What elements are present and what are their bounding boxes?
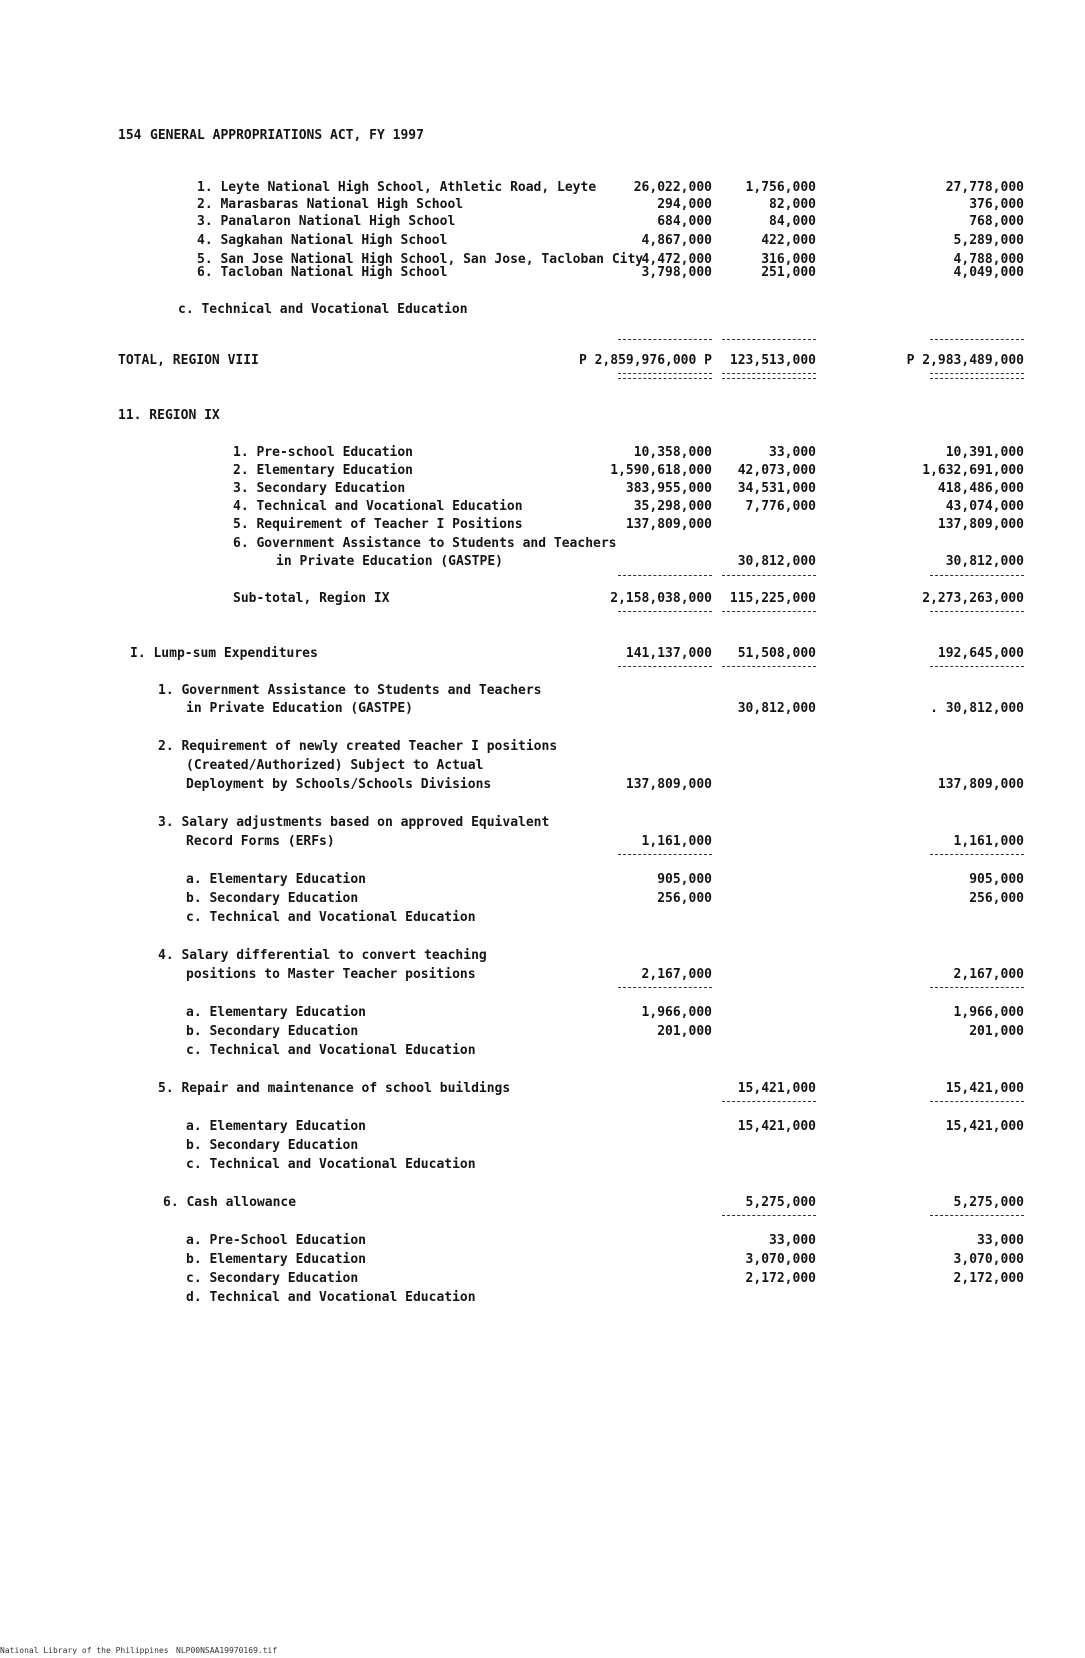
- double-rule: [722, 373, 816, 379]
- rule: [618, 339, 712, 340]
- lump-item6-line1: 6. Cash allowance: [163, 1195, 297, 1210]
- school-c3: 4,049,000: [953, 265, 1024, 280]
- rule: [930, 339, 1024, 340]
- lump-item4-sub-label: b. Secondary Education: [186, 1024, 359, 1039]
- lump-item6-sub-c2: 3,070,000: [745, 1252, 816, 1267]
- lump-item5-sub-label: c. Technical and Vocational Education: [186, 1157, 476, 1172]
- total-region8-label: TOTAL, REGION VIII: [118, 353, 259, 368]
- region9-item-c3: 418,486,000: [937, 481, 1024, 496]
- school-c3: 768,000: [969, 214, 1024, 229]
- rule: [930, 611, 1024, 612]
- lump-item4-sub-label: a. Elementary Education: [186, 1005, 367, 1020]
- lump-sum-heading: I. Lump-sum Expenditures: [130, 646, 318, 661]
- region9-item-label: 2. Elementary Education: [233, 463, 414, 478]
- lump-item1-line2: in Private Education (GASTPE): [186, 701, 413, 716]
- double-rule: [930, 373, 1024, 379]
- lump-item6-sub-label: b. Elementary Education: [186, 1252, 367, 1267]
- lump-item6-sub-label: c. Secondary Education: [186, 1271, 359, 1286]
- lump-item2-line3: Deployment by Schools/Schools Divisions: [186, 777, 492, 792]
- lump-item6-c2: 5,275,000: [745, 1195, 816, 1210]
- tech-voc-heading: c. Technical and Vocational Education: [178, 302, 468, 317]
- lump-item3-sub-c1: 256,000: [657, 891, 712, 906]
- region9-gastpe-line2: in Private Education (GASTPE): [276, 554, 503, 569]
- lump-item4-line2: positions to Master Teacher positions: [186, 967, 476, 982]
- region9-item-c2: 34,531,000: [737, 481, 816, 496]
- region9-item-c2: 42,073,000: [737, 463, 816, 478]
- school-c3: 4,788,000: [953, 252, 1024, 267]
- rule: [930, 987, 1024, 988]
- rule: [722, 575, 816, 576]
- school-c3: 376,000: [969, 197, 1024, 212]
- lump-item3-sub-c1: 905,000: [657, 872, 712, 887]
- lump-item3-sub-c3: 905,000: [969, 872, 1024, 887]
- rule: [930, 854, 1024, 855]
- rule: [722, 611, 816, 612]
- lump-item6-sub-c3: 3,070,000: [953, 1252, 1024, 1267]
- lump-item6-sub-c3: 2,172,000: [953, 1271, 1024, 1286]
- lump-sum-c3: 192,645,000: [937, 646, 1024, 661]
- region9-gastpe-line1: 6. Government Assistance to Students and Teachers: [233, 536, 617, 551]
- lump-item4-sub-label: c. Technical and Vocational Education: [186, 1043, 476, 1058]
- lump-item4-sub-c3: 1,966,000: [953, 1005, 1024, 1020]
- region9-item-c1: 137,809,000: [625, 517, 712, 532]
- lump-item4-sub-c1: 201,000: [657, 1024, 712, 1039]
- subtotal-region9-c2: 115,225,000: [729, 591, 816, 606]
- region9-item-label: 4. Technical and Vocational Education: [233, 499, 523, 514]
- school-label: 2. Marasbaras National High School: [197, 197, 464, 212]
- school-label: 4. Sagkahan National High School: [197, 233, 448, 248]
- school-c3: 5,289,000: [953, 233, 1024, 248]
- region9-item-label: 1. Pre-school Education: [233, 445, 414, 460]
- region9-gastpe-c3: 30,812,000: [945, 554, 1024, 569]
- school-c1: 4,472,000: [641, 252, 712, 267]
- total-region8-c1: P 2,859,976,000 P: [578, 353, 712, 368]
- lump-item5-sub-c2: 15,421,000: [737, 1119, 816, 1134]
- lump-item3-line2: Record Forms (ERFs): [186, 834, 335, 849]
- region9-item-c3: 137,809,000: [937, 517, 1024, 532]
- region9-gastpe-c2: 30,812,000: [737, 554, 816, 569]
- lump-item4-sub-c3: 201,000: [969, 1024, 1024, 1039]
- region9-item-c3: 10,391,000: [945, 445, 1024, 460]
- region9-item-c3: 43,074,000: [945, 499, 1024, 514]
- school-c1: 26,022,000: [633, 180, 712, 195]
- lump-item3-sub-label: c. Technical and Vocational Education: [186, 910, 476, 925]
- school-label: 3. Panalaron National High School: [197, 214, 456, 229]
- rule: [930, 666, 1024, 667]
- rule: [930, 1101, 1024, 1102]
- rule: [618, 854, 712, 855]
- lump-sum-c2: 51,508,000: [737, 646, 816, 661]
- rule: [930, 575, 1024, 576]
- rule: [930, 1215, 1024, 1216]
- lump-item1-c2: 30,812,000: [737, 701, 816, 716]
- rule: [722, 339, 816, 340]
- footer-file: NLP00NSAA19970169.tif: [176, 1646, 278, 1655]
- rule: [722, 1215, 816, 1216]
- lump-item4-c1: 2,167,000: [641, 967, 712, 982]
- region9-item-c1: 10,358,000: [633, 445, 712, 460]
- lump-item6-sub-label: d. Technical and Vocational Education: [186, 1290, 476, 1305]
- school-c1: 684,000: [657, 214, 712, 229]
- lump-item3-c1: 1,161,000: [641, 834, 712, 849]
- subtotal-region9-c3: 2,273,263,000: [922, 591, 1024, 606]
- school-c2: 251,000: [761, 265, 816, 280]
- lump-item6-sub-c2: 2,172,000: [745, 1271, 816, 1286]
- lump-item4-sub-c1: 1,966,000: [641, 1005, 712, 1020]
- total-region8-c3: P 2,983,489,000: [906, 353, 1024, 368]
- school-c1: 3,798,000: [641, 265, 712, 280]
- total-region8-c2: 123,513,000: [729, 353, 816, 368]
- school-label: 1. Leyte National High School, Athletic Road, Leyte: [197, 180, 597, 195]
- rule: [722, 1101, 816, 1102]
- lump-item2-line1: 2. Requirement of newly created Teacher I positions: [158, 739, 558, 754]
- school-c1: 294,000: [657, 197, 712, 212]
- school-c1: 4,867,000: [641, 233, 712, 248]
- footer-library: National Library of the Philippines: [0, 1646, 169, 1655]
- lump-item6-c3: 5,275,000: [953, 1195, 1024, 1210]
- region9-item-label: 5. Requirement of Teacher I Positions: [233, 517, 523, 532]
- rule: [618, 987, 712, 988]
- rule: [618, 666, 712, 667]
- double-rule: [618, 373, 712, 379]
- region9-item-c2: 7,776,000: [745, 499, 816, 514]
- school-c3: 27,778,000: [945, 180, 1024, 195]
- lump-item1-line1: 1. Government Assistance to Students and Teachers: [158, 683, 542, 698]
- region9-item-c1: 383,955,000: [625, 481, 712, 496]
- lump-item3-sub-c3: 256,000: [969, 891, 1024, 906]
- region9-item-c3: 1,632,691,000: [922, 463, 1024, 478]
- school-c2: 316,000: [761, 252, 816, 267]
- lump-item2-c1: 137,809,000: [625, 777, 712, 792]
- lump-item2-line2: (Created/Authorized) Subject to Actual: [186, 758, 484, 773]
- lump-item5-sub-c3: 15,421,000: [945, 1119, 1024, 1134]
- lump-item3-c3: 1,161,000: [953, 834, 1024, 849]
- lump-item4-c3: 2,167,000: [953, 967, 1024, 982]
- school-label: 6. Tacloban National High School: [197, 265, 448, 280]
- region9-item-c1: 1,590,618,000: [610, 463, 712, 478]
- lump-item3-sub-label: b. Secondary Education: [186, 891, 359, 906]
- region9-item-c1: 35,298,000: [633, 499, 712, 514]
- page-number: 154: [118, 128, 142, 143]
- school-c2: 82,000: [769, 197, 816, 212]
- lump-item4-line1: 4. Salary differential to convert teaching: [158, 948, 487, 963]
- lump-item5-sub-label: b. Secondary Education: [186, 1138, 359, 1153]
- lump-item5-line1: 5. Repair and maintenance of school buildings: [158, 1081, 511, 1096]
- lump-item5-c3: 15,421,000: [945, 1081, 1024, 1096]
- lump-sum-c1: 141,137,000: [625, 646, 712, 661]
- rule: [618, 611, 712, 612]
- lump-item2-c3: 137,809,000: [937, 777, 1024, 792]
- lump-item6-sub-label: a. Pre-School Education: [186, 1233, 367, 1248]
- lump-item5-sub-label: a. Elementary Education: [186, 1119, 367, 1134]
- subtotal-region9-c1: 2,158,038,000: [610, 591, 712, 606]
- rule: [618, 575, 712, 576]
- lump-item5-c2: 15,421,000: [737, 1081, 816, 1096]
- rule: [722, 666, 816, 667]
- lump-item3-sub-label: a. Elementary Education: [186, 872, 367, 887]
- lump-item3-line1: 3. Salary adjustments based on approved Equivalent: [158, 815, 550, 830]
- school-label: 5. San Jose National High School, San Jose, Tacloban City: [197, 252, 644, 267]
- school-c2: 422,000: [761, 233, 816, 248]
- lump-item6-sub-c3: 33,000: [977, 1233, 1024, 1248]
- lump-item1-c3: . 30,812,000: [930, 701, 1024, 716]
- lump-item6-sub-c2: 33,000: [769, 1233, 816, 1248]
- school-c2: 1,756,000: [745, 180, 816, 195]
- region9-item-c2: 33,000: [769, 445, 816, 460]
- region9-heading: 11. REGION IX: [118, 408, 220, 423]
- region9-item-label: 3. Secondary Education: [233, 481, 406, 496]
- page-title: GENERAL APPROPRIATIONS ACT, FY 1997: [150, 128, 424, 143]
- school-c2: 84,000: [769, 214, 816, 229]
- subtotal-region9-label: Sub-total, Region IX: [233, 591, 390, 606]
